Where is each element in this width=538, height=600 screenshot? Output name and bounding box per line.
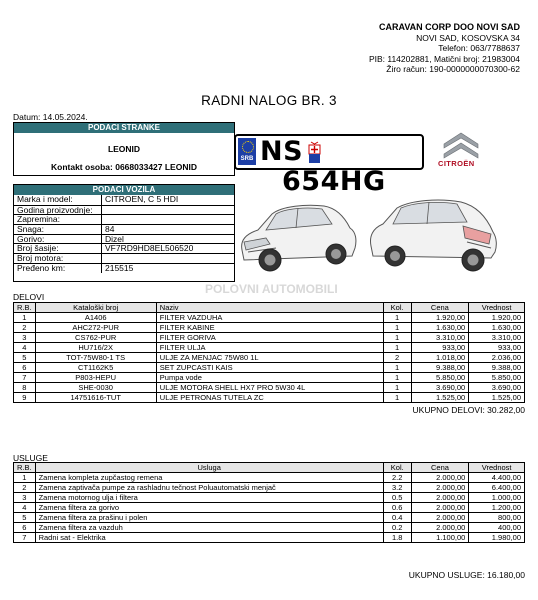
- table-cell: 14751616-TUT: [35, 393, 156, 403]
- vehicle-row: [14, 224, 234, 234]
- services-section-label: USLUGE: [13, 453, 48, 463]
- column-header: Cena: [411, 463, 469, 473]
- column-header: Cena: [411, 303, 469, 313]
- table-cell: 2.000,00: [411, 473, 469, 483]
- table-row: [14, 363, 525, 373]
- table-cell: 5: [14, 513, 36, 523]
- table-cell: 2: [14, 323, 36, 333]
- table-cell: 1: [383, 363, 411, 373]
- column-header: Kol.: [383, 463, 411, 473]
- vehicle-field-label: Broj šasije:: [14, 244, 102, 253]
- customer-contact: Kontakt osoba: 0668033427 LEONID: [51, 162, 197, 172]
- table-cell: 1.525,00: [411, 393, 469, 403]
- column-header: Kataloški broj: [35, 303, 156, 313]
- table-cell: 933,00: [469, 343, 525, 353]
- table-cell: Radni sat - Elektrika: [35, 533, 383, 543]
- table-cell: 7: [14, 373, 36, 383]
- table-cell: 0.2: [383, 523, 411, 533]
- table-cell: 6: [14, 363, 36, 373]
- column-header: Kol.: [383, 303, 411, 313]
- table-cell: 1.000,00: [469, 493, 525, 503]
- table-cell: Zamena filtera za vazduh: [35, 523, 383, 533]
- table-cell: 3: [14, 493, 36, 503]
- table-cell: ULJE PETRONAS TUTELA ZC: [156, 393, 383, 403]
- column-header: Usluga: [35, 463, 383, 473]
- table-cell: A1406: [35, 313, 156, 323]
- table-cell: 6.400,00: [469, 483, 525, 493]
- table-cell: 1.100,00: [411, 533, 469, 543]
- table-cell: 2.036,00: [469, 353, 525, 363]
- vehicle-row: [14, 205, 234, 215]
- table-cell: HU716/2X: [35, 343, 156, 353]
- table-cell: FILTER GORIVA: [156, 333, 383, 343]
- table-row: [14, 393, 525, 403]
- table-cell: 1.630,00: [469, 323, 525, 333]
- table-cell: ULJE MOTORA SHELL HX7 PRO 5W30 4L: [156, 383, 383, 393]
- table-cell: 2.000,00: [411, 513, 469, 523]
- vehicle-field-value: [102, 254, 234, 263]
- table-cell: 3.690,00: [411, 383, 469, 393]
- table-cell: FILTER VAZDUHA: [156, 313, 383, 323]
- services-total: UKUPNO USLUGE: 16.180,00: [408, 570, 525, 580]
- plate-city: NS: [260, 136, 304, 167]
- table-cell: 800,00: [469, 513, 525, 523]
- customer-name: LEONID: [107, 144, 141, 154]
- table-cell: 9.388,00: [411, 363, 469, 373]
- table-row: [14, 533, 525, 543]
- table-cell: Zamena zaptivača pumpe za rashladnu tečnost Poluautomatski menjač: [35, 483, 383, 493]
- table-row: [14, 373, 525, 383]
- table-cell: 2.000,00: [411, 503, 469, 513]
- table-cell: 9.388,00: [469, 363, 525, 373]
- table-cell: 3.2: [383, 483, 411, 493]
- table-cell: SHE-0030: [35, 383, 156, 393]
- vehicle-field-value: VF7RD9HD8EL506520: [105, 243, 194, 254]
- table-cell: 2.2: [383, 473, 411, 483]
- table-cell: Zamena kompleta zupčastog remena: [35, 473, 383, 483]
- document-title: RADNI NALOG BR. 3: [201, 93, 337, 108]
- table-cell: CS762-PUR: [35, 333, 156, 343]
- car-rear-view-image: [367, 184, 501, 284]
- table-cell: 7: [14, 533, 36, 543]
- column-header: Vrednost: [469, 303, 525, 313]
- table-cell: SET ZUPCASTI KAIS: [156, 363, 383, 373]
- vehicle-header: PODACI VOZILA: [14, 185, 234, 195]
- table-cell: 1.920,00: [469, 313, 525, 323]
- table-row: [14, 323, 525, 333]
- table-cell: 2: [14, 483, 36, 493]
- table-row: [14, 343, 525, 353]
- vehicle-row: [14, 234, 234, 244]
- vehicle-rows: [14, 195, 234, 273]
- table-cell: Zamena filtera za prašinu i polen: [35, 513, 383, 523]
- table-cell: ULJE ZA MENJAC 75W80 1L: [156, 353, 383, 363]
- parts-section-label: DELOVI: [13, 292, 45, 302]
- table-cell: AHC272-PUR: [35, 323, 156, 333]
- company-info: [369, 22, 520, 75]
- table-cell: 4: [14, 343, 36, 353]
- table-cell: TOT-75W80-1 TS: [35, 353, 156, 363]
- column-header: R.B.: [14, 303, 36, 313]
- vehicle-field-value: 215515: [105, 262, 134, 273]
- column-header: R.B.: [14, 463, 36, 473]
- vehicle-field-label: Pređeno km:: [14, 264, 102, 273]
- citroen-wordmark: CITROËN: [438, 159, 475, 168]
- table-cell: 1: [383, 313, 411, 323]
- column-header: Naziv: [156, 303, 383, 313]
- table-cell: 1: [383, 383, 411, 393]
- table-cell: 3.310,00: [411, 333, 469, 343]
- company-address: NOVI SAD, KOSOVSKA 34: [416, 32, 520, 43]
- column-header: Vrednost: [469, 463, 525, 473]
- table-cell: 4: [14, 503, 36, 513]
- table-cell: CT1162K5: [35, 363, 156, 373]
- table-cell: FILTER KABINE: [156, 323, 383, 333]
- table-row: [14, 473, 525, 483]
- car-front-view-image: [236, 184, 360, 284]
- customer-box: [13, 122, 235, 176]
- table-cell: 1: [383, 333, 411, 343]
- table-row: [14, 523, 525, 533]
- company-phone: Telefon: 063/7788637: [438, 43, 520, 53]
- table-row: [14, 333, 525, 343]
- table-cell: 400,00: [469, 523, 525, 533]
- parts-header-row: [14, 303, 525, 313]
- plate-number: 654HG: [282, 166, 386, 197]
- table-row: [14, 493, 525, 503]
- parts-table: [13, 302, 525, 403]
- vehicle-field-value: 84: [105, 224, 115, 235]
- vehicle-row: [14, 195, 234, 205]
- table-cell: 3: [14, 333, 36, 343]
- table-cell: 1: [14, 313, 36, 323]
- table-cell: 1: [383, 373, 411, 383]
- citroen-chevrons-icon: [436, 130, 486, 160]
- table-cell: 1: [14, 473, 36, 483]
- table-row: [14, 513, 525, 523]
- table-cell: FILTER ULJA: [156, 343, 383, 353]
- table-cell: 1: [383, 393, 411, 403]
- table-cell: 0.6: [383, 503, 411, 513]
- table-cell: Zamena motornog ulja i filtera: [35, 493, 383, 503]
- table-cell: 4.400,00: [469, 473, 525, 483]
- table-row: [14, 313, 525, 323]
- document-date: Datum: 14.05.2024.: [13, 112, 88, 122]
- vehicle-field-value: Dizel: [105, 233, 124, 244]
- table-cell: 2.000,00: [411, 493, 469, 503]
- table-row: [14, 503, 525, 513]
- table-cell: 3.310,00: [469, 333, 525, 343]
- vehicle-field-value: [102, 215, 234, 224]
- table-cell: 1.8: [383, 533, 411, 543]
- table-cell: 5.850,00: [411, 373, 469, 383]
- table-cell: 2: [383, 353, 411, 363]
- vehicle-row: [14, 243, 234, 253]
- watermark: POLOVNI AUTOMOBILI: [205, 282, 338, 296]
- table-row: [14, 483, 525, 493]
- table-row: [14, 383, 525, 393]
- table-cell: 8: [14, 383, 36, 393]
- table-cell: 1: [383, 343, 411, 353]
- table-cell: 1.018,00: [411, 353, 469, 363]
- vehicle-box: [13, 184, 235, 282]
- table-cell: 1: [383, 323, 411, 333]
- table-cell: 1.630,00: [411, 323, 469, 333]
- vehicle-field-label: Godina proizvodnje:: [14, 206, 102, 215]
- table-cell: 933,00: [411, 343, 469, 353]
- table-cell: 2.000,00: [411, 523, 469, 533]
- vehicle-field-label: Broj motora:: [14, 254, 102, 263]
- table-cell: 2.000,00: [411, 483, 469, 493]
- vehicle-field-value: CITROEN, C 5 HDI: [105, 194, 179, 204]
- table-cell: Pumpa vode: [156, 373, 383, 383]
- services-header-row: [14, 463, 525, 473]
- table-cell: 9: [14, 393, 36, 403]
- table-cell: 5: [14, 353, 36, 363]
- table-cell: 1.200,00: [469, 503, 525, 513]
- company-ids: PIB: 114202881, Matični broj: 21983004: [368, 53, 520, 64]
- license-plate: [234, 134, 424, 197]
- vehicle-row: [14, 263, 234, 273]
- company-account: Žiro račun: 190-0000000070300-62: [386, 64, 520, 74]
- vehicle-field-label: Snaga:: [14, 225, 102, 234]
- table-cell: 1.525,00: [469, 393, 525, 403]
- vehicle-field-label: Marka i model:: [14, 195, 102, 205]
- serbian-crest-icon: [308, 140, 321, 164]
- table-cell: 5.850,00: [469, 373, 525, 383]
- company-name: CARAVAN CORP DOO NOVI SAD: [378, 22, 520, 32]
- table-cell: 0.4: [383, 513, 411, 523]
- table-cell: 0.5: [383, 493, 411, 503]
- services-table: [13, 462, 525, 543]
- table-cell: Zamena filtera za gorivo: [35, 503, 383, 513]
- citroen-logo: [436, 130, 486, 170]
- customer-header: PODACI STRANKE: [14, 123, 234, 133]
- vehicle-row: [14, 214, 234, 224]
- table-cell: 6: [14, 523, 36, 533]
- plate-country-badge: SRB: [238, 138, 256, 165]
- vehicle-field-label: Zapremina:: [14, 215, 102, 224]
- parts-total: UKUPNO DELOVI: 30.282,00: [412, 405, 525, 415]
- vehicle-field-label: Gorivo:: [14, 235, 102, 244]
- table-cell: 1.920,00: [411, 313, 469, 323]
- table-cell: 1.980,00: [469, 533, 525, 543]
- table-cell: P803-HEPU: [35, 373, 156, 383]
- table-cell: 3.690,00: [469, 383, 525, 393]
- table-row: [14, 353, 525, 363]
- vehicle-field-value: [102, 206, 234, 215]
- vehicle-row: [14, 253, 234, 263]
